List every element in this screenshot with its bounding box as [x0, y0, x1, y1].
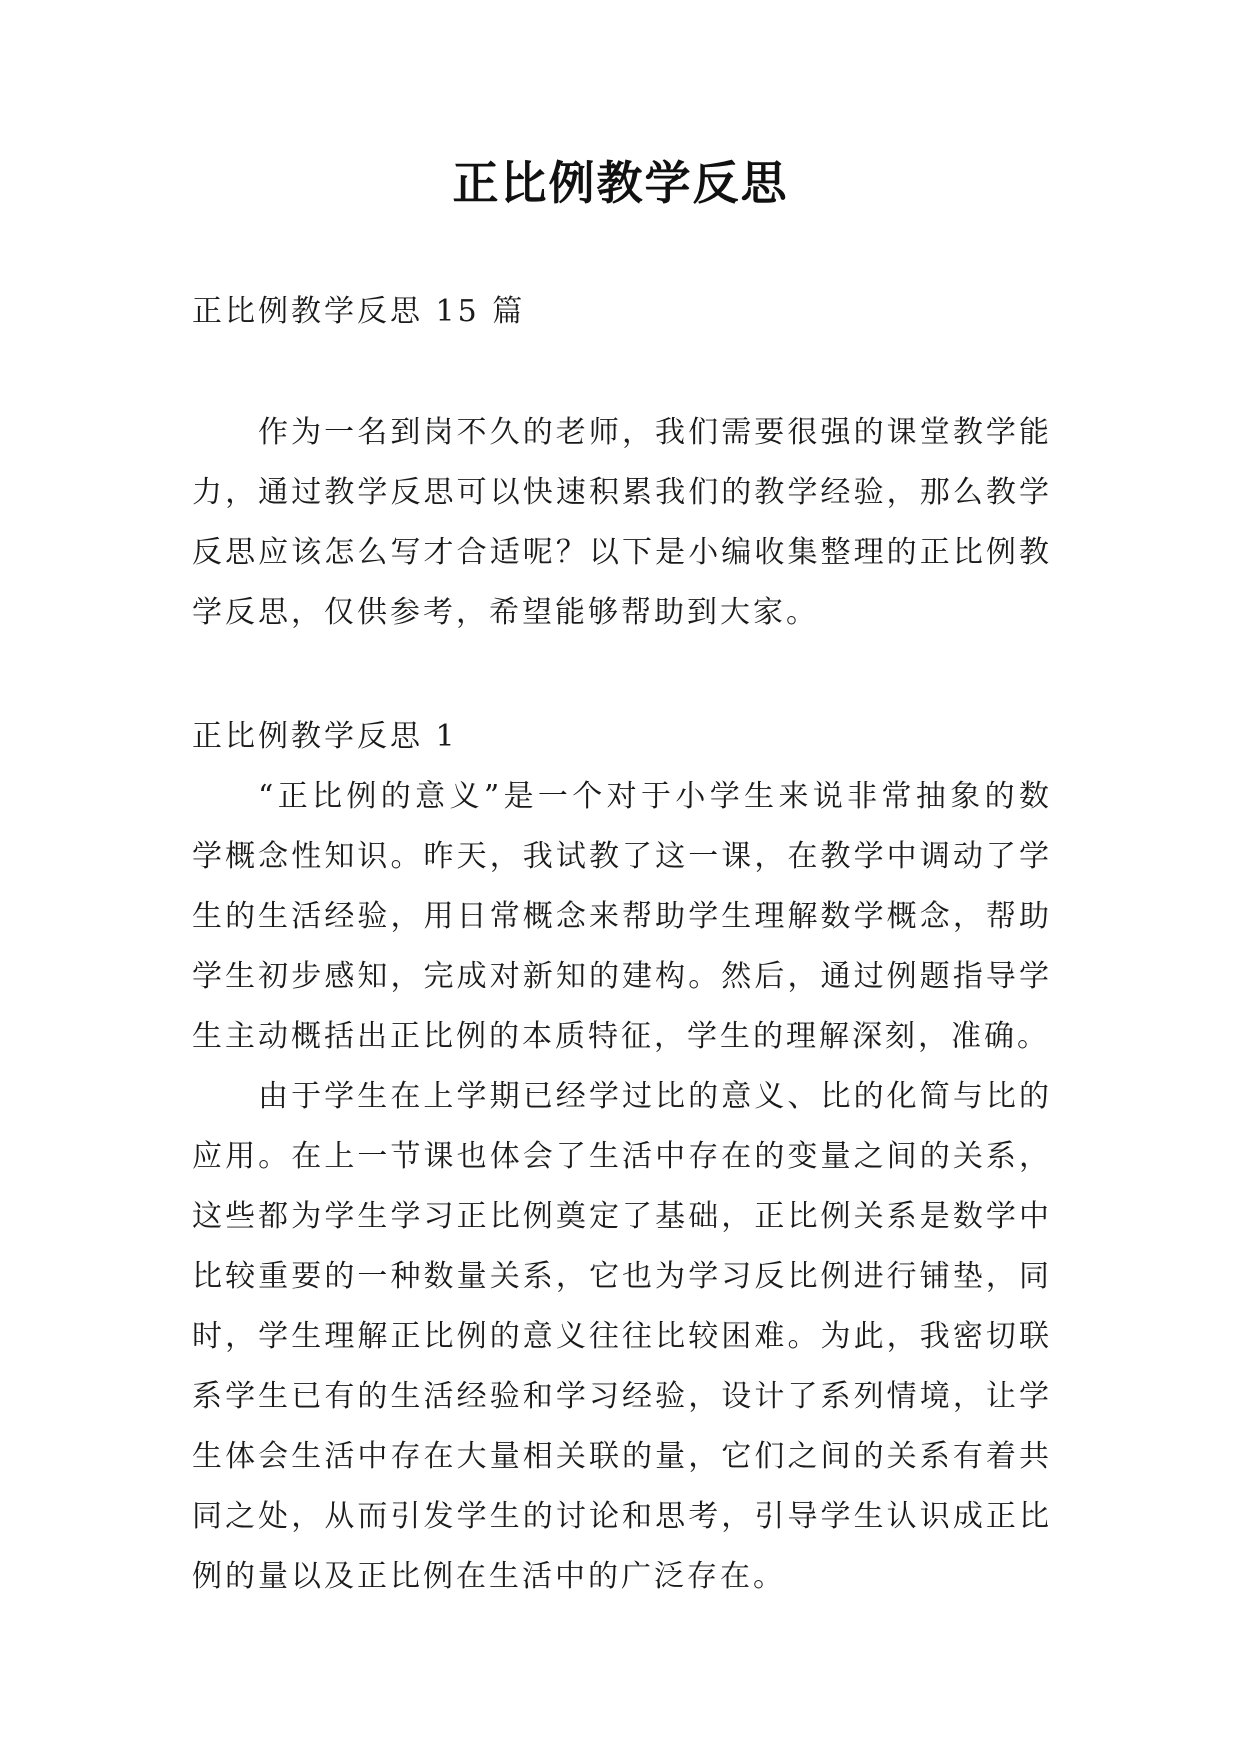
body-paragraph: 由于学生在上学期已经学过比的意义、比的化简与比的应用。在上一节课也体会了生活中存在的变量之间的关系，这些都为学生学习正比例奠定了基础，正比例关系是数学中比较重要的一种数量关系，它也为学习反比例进行铺垫，同时，学生理解正比例的意义往往比较困难。为此，我密切联系学生已有的生活经验和学习经验，设计了系列情境，让学生体会生活中存在大量相关联的量，它们之间的关系有着共同之处，从而引发学生的讨论和思考，引导学生认识成正比例的量以及正比例在生活中的广泛存在。 [192, 1079, 1052, 1594]
document-body [192, 282, 1052, 1607]
document-title: 正比例教学反思 [452, 156, 789, 210]
body-paragraph: “正比例的意义”是一个对于小学生来说非常抽象的数学概念性知识。昨天，我试教了这一课，在教学中调动了学生的生活经验，用日常概念来帮助学生理解数学概念，帮助学生初步感知，完成对新知的建构。然后，通过例题指导学生主动概括出正比例的本质特征，学生的理解深刻，准确。 [192, 779, 1052, 1054]
document-subtitle: 正比例教学反思 15 篇 [192, 294, 526, 329]
spacer [192, 643, 1052, 707]
intro-paragraph: 作为一名到岗不久的老师，我们需要很强的课堂教学能力，通过教学反思可以快速积累我们的教学经验，那么教学反思应该怎么写才合适呢？以下是小编收集整理的正比例教学反思，仅供参考，希望能够帮助到大家。 [192, 415, 1052, 630]
section-heading: 正比例教学反思 1 [192, 719, 458, 754]
spacer [192, 342, 1052, 403]
